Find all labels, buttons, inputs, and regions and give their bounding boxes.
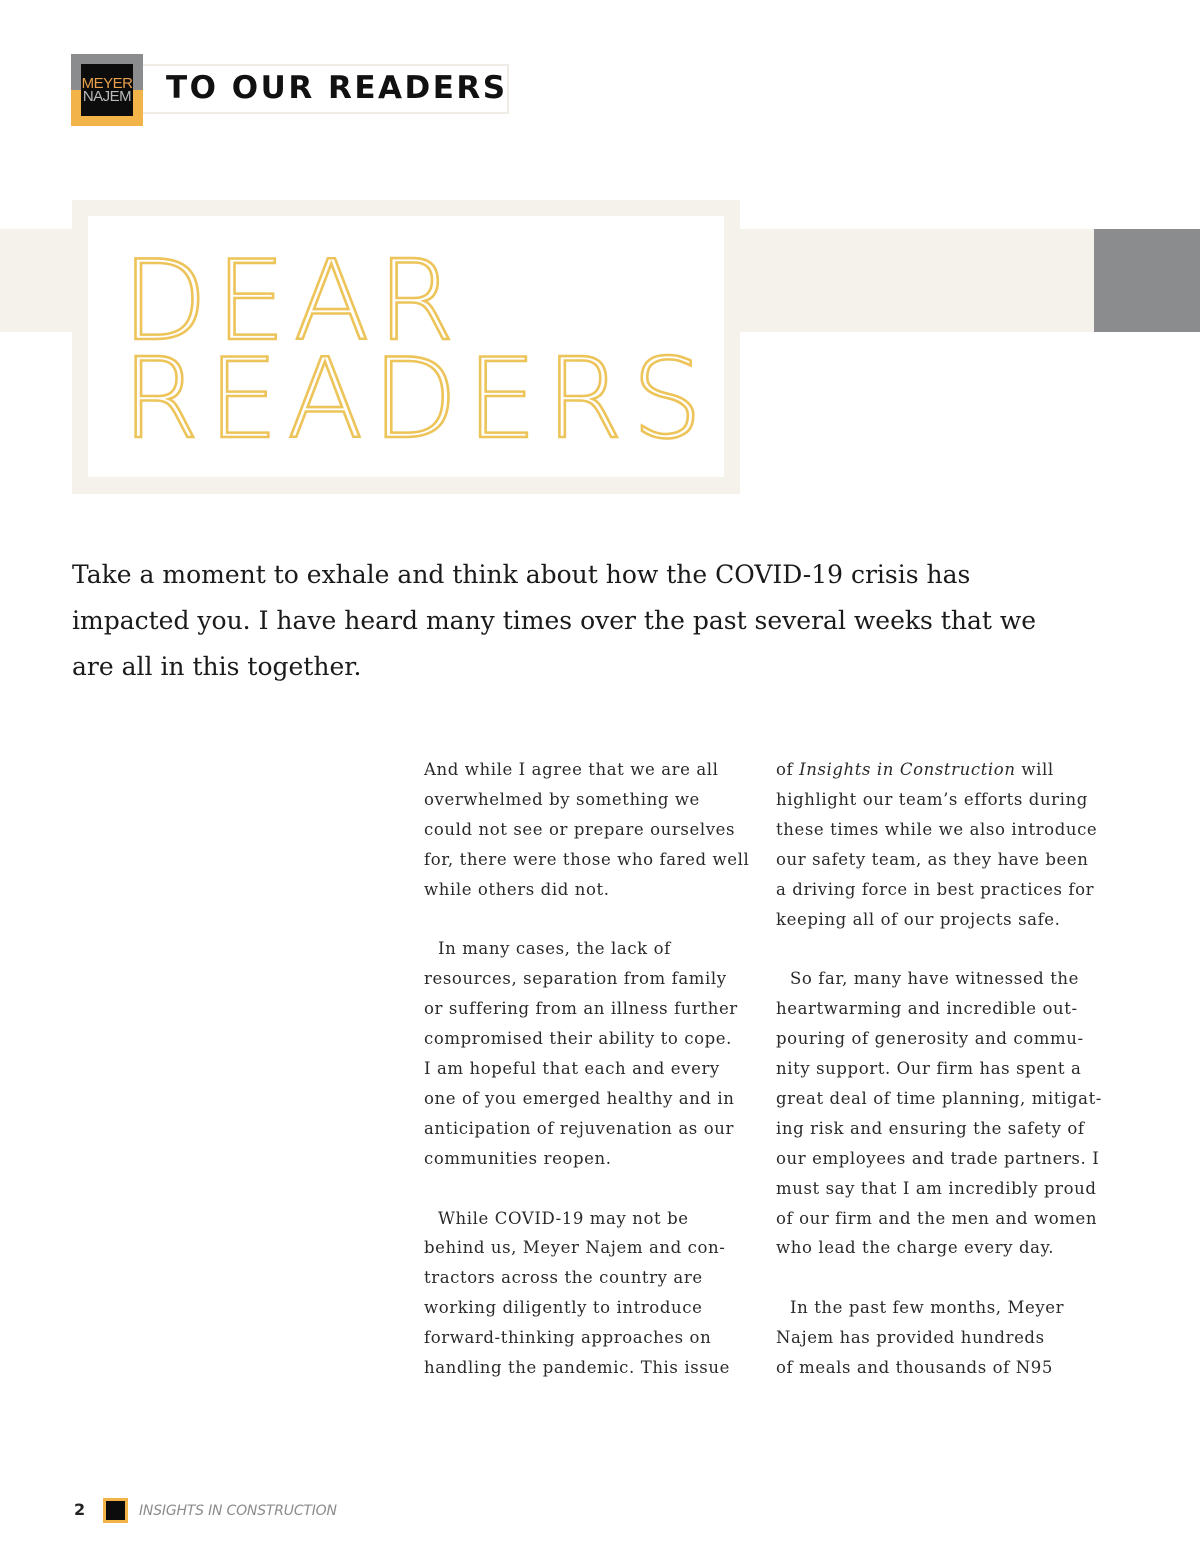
body-line: compromised their ability to cope. bbox=[424, 1029, 732, 1049]
hero-band-gray-block bbox=[1094, 229, 1200, 332]
body-column-right bbox=[776, 755, 1106, 1383]
body-line: behind us, Meyer Najem and con- bbox=[424, 1238, 726, 1258]
paragraph-gap bbox=[424, 905, 754, 935]
body-line: In the past few months, Meyer bbox=[790, 1298, 1065, 1318]
body-line: overwhelmed by something we bbox=[424, 789, 700, 809]
logo-text-meyer: MEYER bbox=[81, 75, 133, 92]
body-text-suffix: will bbox=[1015, 760, 1054, 779]
body-line: resources, separation from family bbox=[424, 969, 727, 989]
body-line: heartwarming and incredible out- bbox=[776, 999, 1078, 1019]
intro-paragraph bbox=[72, 552, 1072, 690]
body-line: While COVID-19 may not be bbox=[438, 1208, 689, 1228]
body-line bbox=[776, 755, 1106, 785]
body-line: while others did not. bbox=[424, 879, 610, 899]
meyer-najem-logo bbox=[71, 54, 143, 126]
publication-name: INSIGHTS IN CONSTRUCTION bbox=[139, 1503, 337, 1519]
body-line: a driving force in best practices for bbox=[776, 879, 1095, 899]
body-line: In many cases, the lack of bbox=[438, 939, 671, 959]
body-line: highlight our team’s efforts during bbox=[776, 789, 1088, 809]
body-line: working diligently to introduce bbox=[424, 1298, 703, 1318]
body-line: who lead the charge every day. bbox=[776, 1238, 1055, 1258]
body-line: one of you emerged healthy and in bbox=[424, 1088, 735, 1108]
body-line: of meals and thousands of N95 bbox=[776, 1358, 1053, 1378]
paragraph-gap bbox=[424, 1174, 754, 1204]
publication-title-italic: Insights in Construction bbox=[799, 760, 1016, 779]
body-line: tractors across the country are bbox=[424, 1268, 703, 1288]
logo-mark bbox=[81, 64, 133, 116]
body-line: of our firm and the men and women bbox=[776, 1208, 1098, 1228]
body-line: these times while we also introduce bbox=[776, 819, 1098, 839]
body-line: our safety team, as they have been bbox=[776, 849, 1089, 869]
body-line: forward-thinking approaches on bbox=[424, 1328, 712, 1348]
body-line: handling the pandemic. This issue bbox=[424, 1358, 730, 1378]
hero-title-line-1: DEAR bbox=[122, 237, 463, 366]
body-line: keeping all of our projects safe. bbox=[776, 909, 1061, 929]
footer-logo-icon bbox=[103, 1498, 128, 1523]
intro-line: are all in this together. bbox=[72, 652, 362, 681]
body-column-left bbox=[424, 755, 754, 1383]
body-line: must say that I am incredibly proud bbox=[776, 1178, 1097, 1198]
body-line: for, there were those who fared well bbox=[424, 849, 750, 869]
paragraph-gap bbox=[776, 934, 1106, 964]
body-line: Najem has provided hundreds bbox=[776, 1328, 1045, 1348]
hero-title-line-2: READERS bbox=[122, 335, 712, 464]
body-line: could not see or prepare ourselves bbox=[424, 819, 736, 839]
body-line: anticipation of rejuvenation as our bbox=[424, 1118, 734, 1138]
intro-line: Take a moment to exhale and think about how the COVID-19 crisis has bbox=[72, 560, 971, 589]
body-line: communities reopen. bbox=[424, 1148, 612, 1168]
body-line: great deal of time planning, mitigat- bbox=[776, 1088, 1102, 1108]
body-line: ing risk and ensuring the safety of bbox=[776, 1118, 1085, 1138]
section-title: TO OUR READERS bbox=[166, 70, 508, 106]
paragraph-gap bbox=[776, 1263, 1106, 1293]
body-line: or suffering from an illness further bbox=[424, 999, 738, 1019]
body-line: And while I agree that we are all bbox=[424, 760, 719, 779]
logo-text-najem: NAJEM bbox=[82, 88, 132, 105]
footer-logo-mark bbox=[106, 1501, 125, 1520]
body-line: So far, many have witnessed the bbox=[790, 969, 1080, 989]
body-text-prefix: of bbox=[776, 760, 800, 779]
body-line: our employees and trade partners. I bbox=[776, 1148, 1100, 1168]
body-line: I am hopeful that each and every bbox=[424, 1059, 720, 1079]
page-number: 2 bbox=[74, 1500, 86, 1519]
body-line: nity support. Our firm has spent a bbox=[776, 1059, 1082, 1079]
intro-line: impacted you. I have heard many times over the past several weeks that we bbox=[72, 606, 1037, 635]
body-line: pouring of generosity and commu- bbox=[776, 1029, 1084, 1049]
